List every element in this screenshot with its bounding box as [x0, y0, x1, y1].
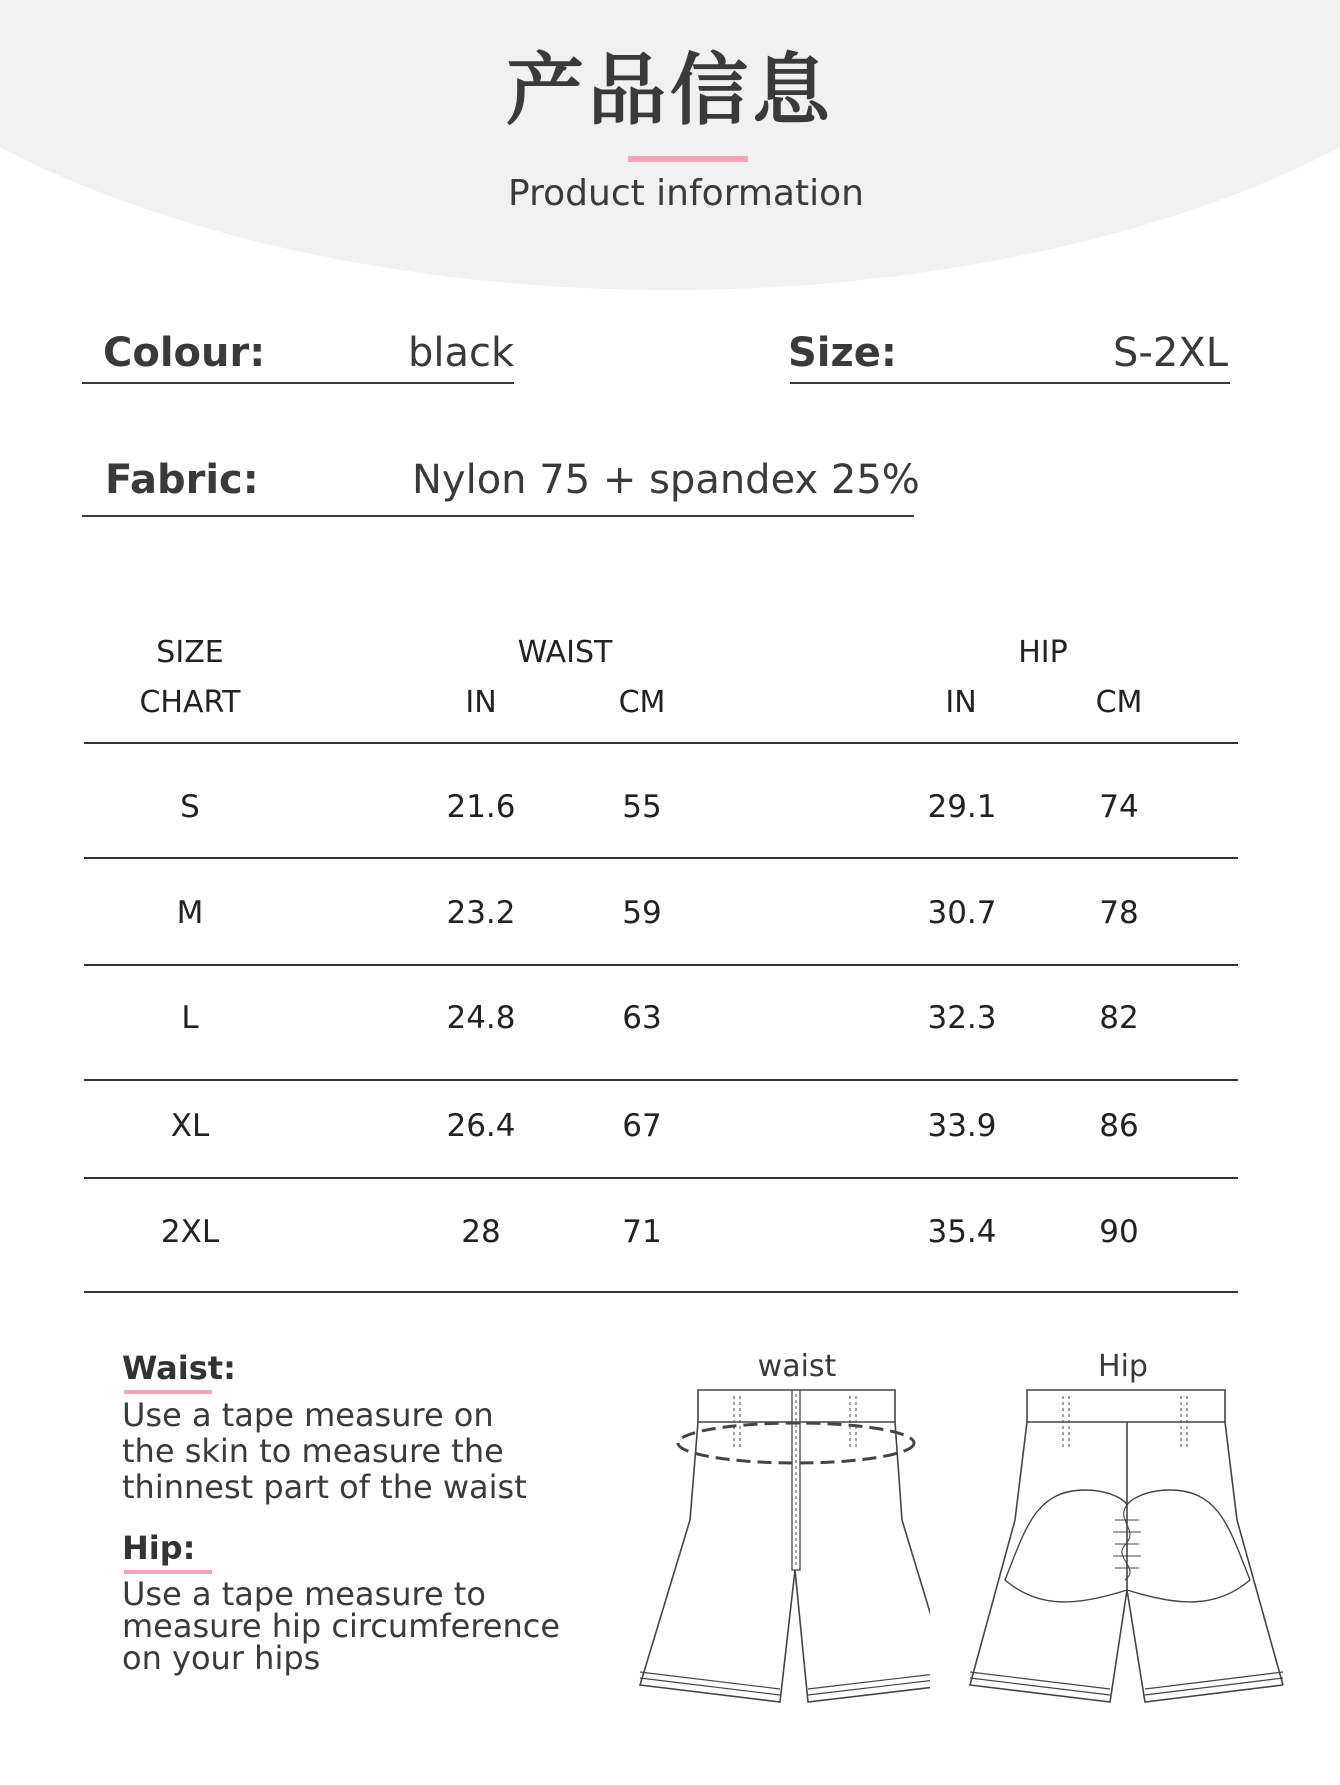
cell-waist-in: 26.4 [446, 1108, 516, 1144]
table-row-rule [84, 1079, 1238, 1081]
fabric-value: Nylon 75 + spandex 25% [412, 457, 920, 503]
cell-waist-in: 21.6 [446, 789, 516, 825]
colour-value: black [408, 330, 515, 376]
colour-label: Colour: [103, 330, 266, 376]
cell-size: 2XL [160, 1214, 220, 1250]
page-title-cn: 产品信息 [505, 46, 834, 136]
cell-hip-cm: 90 [1099, 1214, 1139, 1250]
cell-waist-in: 28 [461, 1214, 501, 1250]
hip-header: HIP [1018, 635, 1068, 670]
back-diagram-label: Hip [1098, 1349, 1148, 1384]
cell-waist-cm: 71 [622, 1214, 662, 1250]
cell-hip-in: 29.1 [927, 789, 997, 825]
front-diagram-label: waist [757, 1349, 837, 1384]
size-chart-header-line1: SIZE [156, 635, 224, 670]
title-accent-rule [628, 156, 748, 162]
waist-instruction-text [122, 1398, 592, 1505]
waist-title-underline [124, 1390, 212, 1394]
cell-waist-in: 23.2 [446, 895, 516, 931]
waist-cm-header: CM [618, 685, 666, 720]
hip-instruction-line: measure hip circumference [122, 1607, 561, 1645]
cell-size: XL [170, 1108, 210, 1144]
waist-instruction-line: Use a tape measure on [122, 1396, 494, 1434]
cell-waist-cm: 55 [622, 789, 662, 825]
cell-hip-cm: 78 [1099, 895, 1139, 931]
hip-instruction-title: Hip: [122, 1529, 196, 1567]
hip-cm-header: CM [1095, 685, 1143, 720]
page-title-en: Product information [508, 173, 864, 214]
cell-hip-in: 30.7 [927, 895, 997, 931]
cell-size: L [181, 1000, 199, 1036]
cell-hip-cm: 86 [1099, 1108, 1139, 1144]
table-row-rule [84, 857, 1238, 859]
waist-header: WAIST [517, 635, 613, 670]
hip-title-underline [124, 1570, 212, 1574]
size-rule [790, 382, 1230, 384]
cell-waist-cm: 67 [622, 1108, 662, 1144]
shorts-front-icon [630, 1380, 930, 1710]
colour-rule [82, 382, 514, 384]
size-label: Size: [788, 330, 897, 376]
table-row-rule [84, 964, 1238, 966]
hip-in-header: IN [945, 685, 977, 720]
cell-hip-in: 32.3 [927, 1000, 997, 1036]
shorts-back-icon [965, 1380, 1295, 1710]
cell-size: S [180, 789, 200, 825]
hip-instruction-text [122, 1575, 592, 1677]
cell-hip-cm: 82 [1099, 1000, 1139, 1036]
waist-instruction-line: the skin to measure the [122, 1431, 504, 1470]
table-row-rule [84, 1177, 1238, 1179]
hip-instruction-line: on your hips [122, 1639, 321, 1677]
waist-instruction-title: Waist: [122, 1349, 236, 1387]
table-bottom-rule [84, 1291, 1238, 1293]
header-background [0, 0, 1340, 290]
cell-size: M [176, 895, 204, 931]
cell-hip-in: 33.9 [927, 1108, 997, 1144]
cell-hip-in: 35.4 [927, 1214, 997, 1250]
cell-waist-cm: 59 [622, 895, 662, 931]
hip-instruction-line: Use a tape measure to [122, 1575, 486, 1613]
cell-hip-cm: 74 [1099, 789, 1139, 825]
cell-waist-in: 24.8 [446, 1000, 516, 1036]
waist-in-header: IN [465, 685, 497, 720]
table-header-rule [84, 742, 1238, 744]
fabric-label: Fabric: [105, 457, 259, 503]
size-chart-header-line2: CHART [139, 685, 241, 720]
fabric-rule [82, 515, 914, 517]
cell-waist-cm: 63 [622, 1000, 662, 1036]
waist-instruction-line: thinnest part of the waist [122, 1467, 527, 1506]
size-value: S-2XL [1113, 330, 1228, 376]
